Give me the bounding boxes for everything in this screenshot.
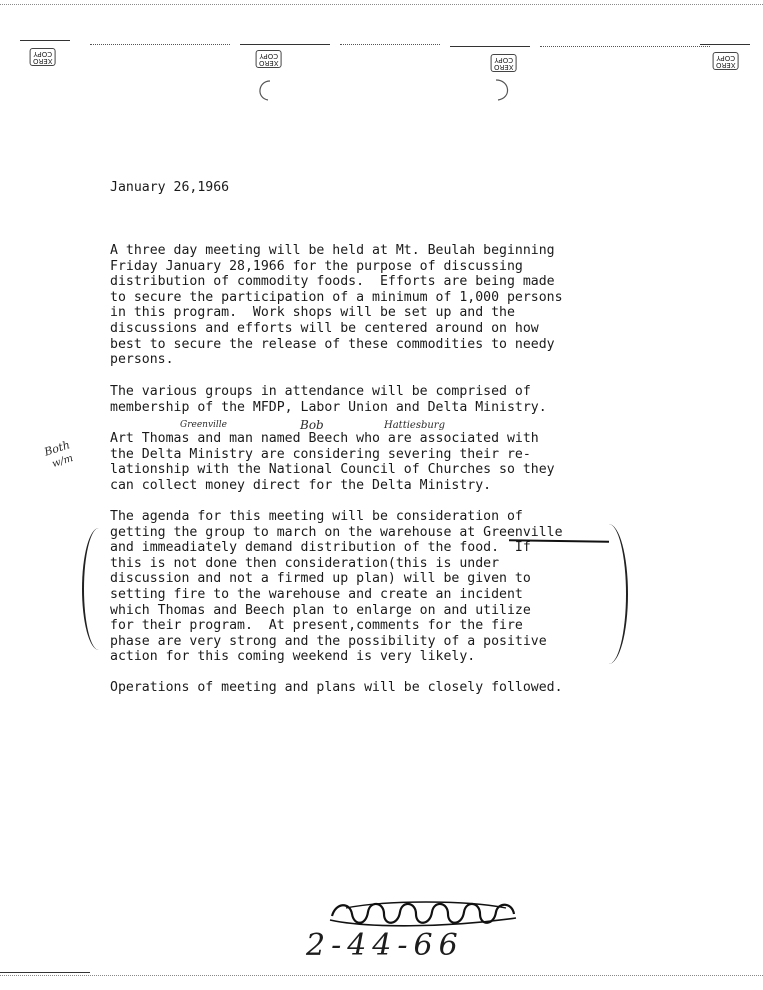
memo-paragraph <box>110 431 555 493</box>
text-line: A three day meeting will be held at Mt. Beulah beginning <box>110 243 555 258</box>
text-line: phase are very strong and the possibility of a positive <box>110 633 547 649</box>
header-mark <box>20 40 70 41</box>
text-line: Friday January 28,1966 for the purpose of discussing <box>110 258 523 274</box>
header-mark <box>700 44 750 45</box>
xero-copy-stamp: XERO COPY <box>30 48 56 66</box>
text-line: and immeadiately demand distribution of the food. If <box>110 540 531 556</box>
text-line: Operations of meeting and plans will be closely followed. <box>110 680 563 695</box>
scan-edge-line <box>0 975 763 976</box>
handwritten-scribble <box>326 898 522 932</box>
text-line: membership of the MFDP, Labor Union and Delta Ministry. <box>110 399 547 415</box>
text-line: The various groups in attendance will be comprised of <box>110 384 531 399</box>
text-line: for their program. At present,comments for the fire <box>110 618 523 634</box>
handwritten-annotation: Hattiesburg <box>384 420 445 431</box>
handwritten-bracket-right <box>596 524 628 664</box>
header-mark <box>340 44 440 45</box>
text-line: Art Thomas and man named Beech who are associated with <box>110 431 539 446</box>
handwritten-annotation: Bob <box>300 418 324 432</box>
handwritten-annotation: Greenville <box>180 420 227 430</box>
memo-paragraph <box>110 680 563 696</box>
scan-edge-line <box>0 4 763 5</box>
text-line: to secure the participation of a minimum of 1,000 persons <box>110 289 563 305</box>
header-mark <box>90 44 230 45</box>
handwritten-margin-note: w/m <box>50 452 75 471</box>
text-line: setting fire to the warehouse and create an incident <box>110 586 523 602</box>
text-line: discussion and not a firmed up plan) will be given to <box>110 571 531 587</box>
text-line: best to secure the release of these commodities to needy <box>110 336 555 352</box>
punch-hole-mark <box>254 78 276 104</box>
text-line: which Thomas and Beech plan to enlarge on and utilize <box>110 602 531 618</box>
text-line: this is not done then consideration(this is under <box>110 555 500 571</box>
text-line: lationship with the National Council of Churches so they <box>110 462 555 478</box>
xero-copy-stamp: XERO COPY <box>491 54 517 72</box>
punch-hole-mark <box>488 76 514 104</box>
text-line: persons. <box>110 352 174 368</box>
scan-edge-line <box>0 972 90 973</box>
text-line: distribution of commodity foods. Efforts are being made <box>110 274 555 290</box>
text-line: discussions and efforts will be centered around on how <box>110 320 539 336</box>
memo-paragraph <box>110 509 563 665</box>
text-line: the Delta Ministry are considering severing their re- <box>110 446 531 462</box>
handwritten-bracket-left <box>82 528 110 650</box>
header-mark <box>450 46 530 47</box>
memo-paragraph <box>110 243 563 368</box>
memo-date: January 26,1966 <box>110 180 230 195</box>
text-line: action for this coming weekend is very likely. <box>110 649 476 665</box>
handwritten-file-number: 2-44-66 <box>306 928 464 963</box>
xero-copy-stamp: XERO COPY <box>256 50 282 68</box>
xero-copy-stamp: XERO COPY <box>713 52 739 70</box>
text-line: can collect money direct for the Delta Ministry. <box>110 477 492 493</box>
text-line: in this program. Work shops will be set up and the <box>110 305 515 321</box>
text-line: getting the group to march on the warehouse at Greenville <box>110 524 563 540</box>
header-mark <box>240 44 330 45</box>
header-mark <box>540 46 710 47</box>
memo-paragraph <box>110 384 547 415</box>
text-line: The agenda for this meeting will be consideration of <box>110 509 523 524</box>
handwritten-margin-note: Both <box>42 438 72 459</box>
